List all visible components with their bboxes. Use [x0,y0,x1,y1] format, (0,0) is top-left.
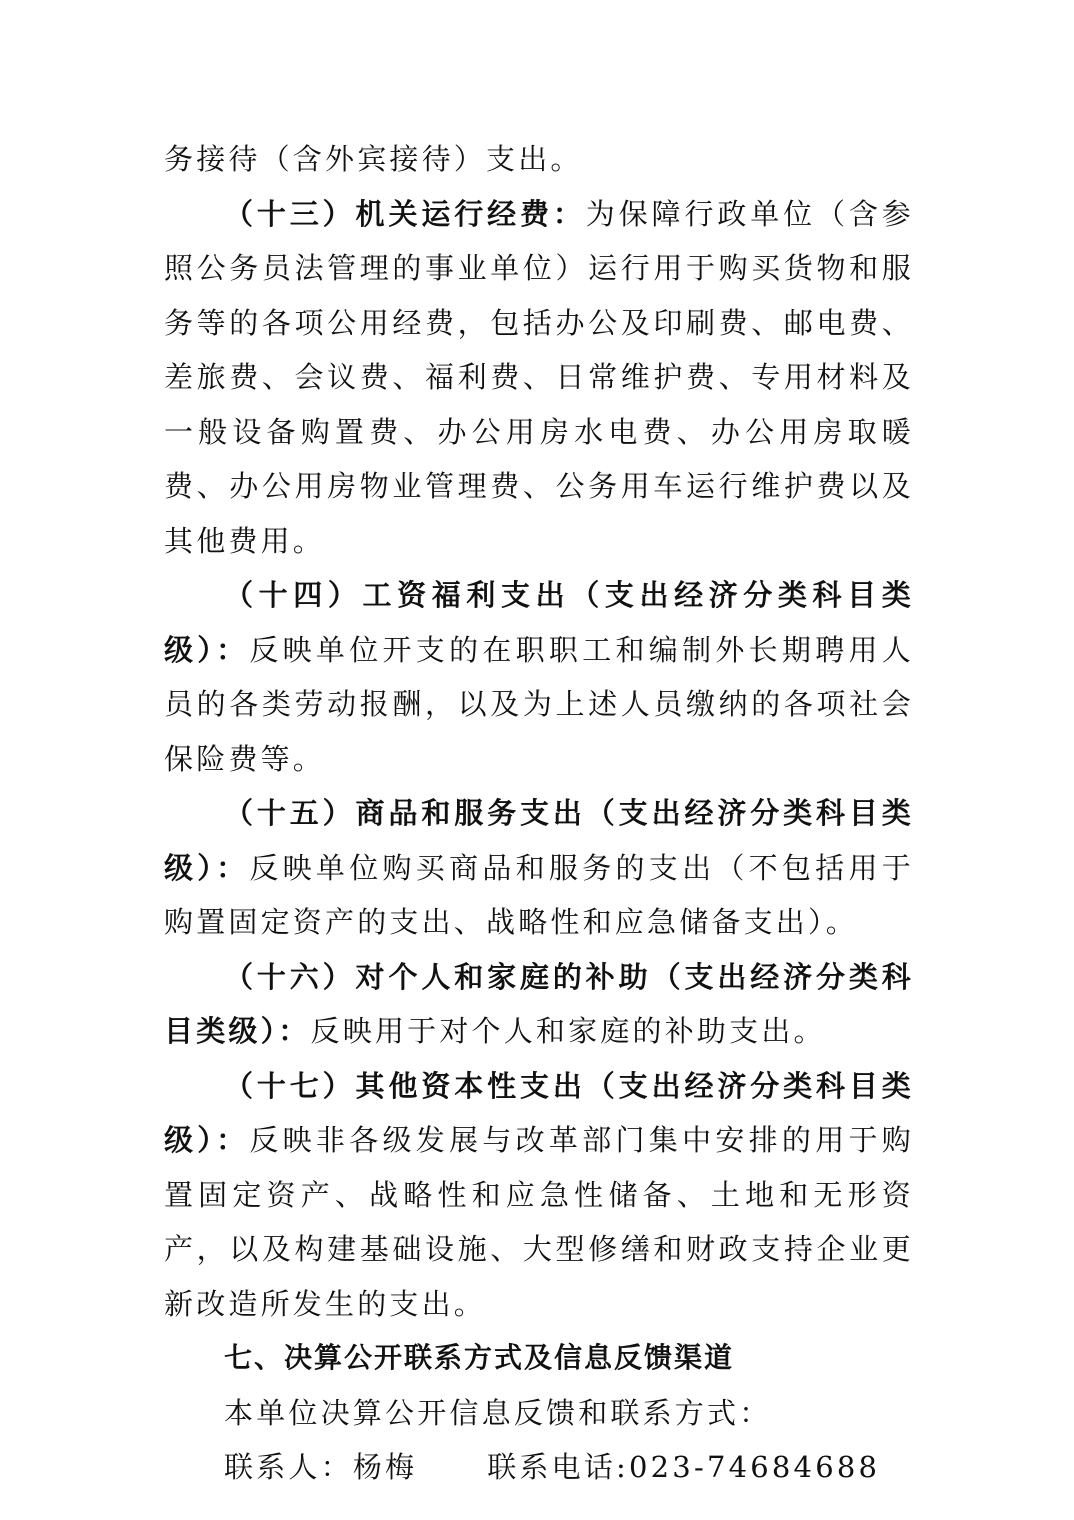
contact-phone: 023-74684688 [629,1450,881,1484]
definition-text: 反映单位开支的在职职工和编制外长期聘用人员的各类劳动报酬，以及为上述人员缴纳的各项社会保险费等。 [164,632,914,776]
contact-intro: 本单位决算公开信息反馈和联系方式： [224,1395,772,1430]
definition-13 [164,187,914,569]
contact-person: 杨梅 [352,1450,418,1484]
contact-phone-label: 联系电话: [487,1450,629,1484]
definition-text: 反映非各级发展与改革部门集中安排的用于购置固定资产、战略性和应急性储备、土地和无形资产，以及构建基础设施、大型修缮和财政支持企业更新改造所发生的支出。 [164,1123,914,1321]
definition-text: 反映单位购买商品和服务的支出（不包括用于购置固定资产的支出、战略性和应急储备支出）。 [164,850,914,939]
definition-term: （十三）机关运行经费： [224,196,586,231]
definition-term: （十五）商品和服务支出（支出经济分类科目类级）： [164,796,914,885]
paragraph-continuation [164,132,914,187]
definition-15 [164,786,914,950]
definition-term: （十七）其他资本性支出（支出经济分类科目类级）： [164,1068,914,1157]
definition-17 [164,1059,914,1332]
contact-person-label: 联系人： [224,1450,353,1484]
definition-text: 为保障行政单位（含参照公务员法管理的事业单位）运行用于购买货物和服务等的各项公用经费，包括办公及印刷费、邮电费、差旅费、会议费、福利费、日常维护费、专用材料及一般设备购置费、办公用房水电费、办公用房取暖费、办公用房物业管理费、公务用车运行维护费以及其他费用。 [164,196,914,558]
definition-term: （十六）对个人和家庭的补助（支出经济分类科目类级）： [164,959,914,1048]
definition-text: 反映用于对个人和家庭的补助支出。 [310,1014,826,1048]
definition-16 [164,950,914,1059]
paragraph-text: 务接待（含外宾接待）支出。 [164,142,583,176]
contact-row [164,1440,914,1495]
definition-term: （十四）工资福利支出（支出经济分类科目类级）： [164,578,914,667]
section-heading: 七、决算公开联系方式及信息反馈渠道 [224,1341,735,1374]
document-body [164,132,914,1495]
definition-14 [164,568,914,786]
